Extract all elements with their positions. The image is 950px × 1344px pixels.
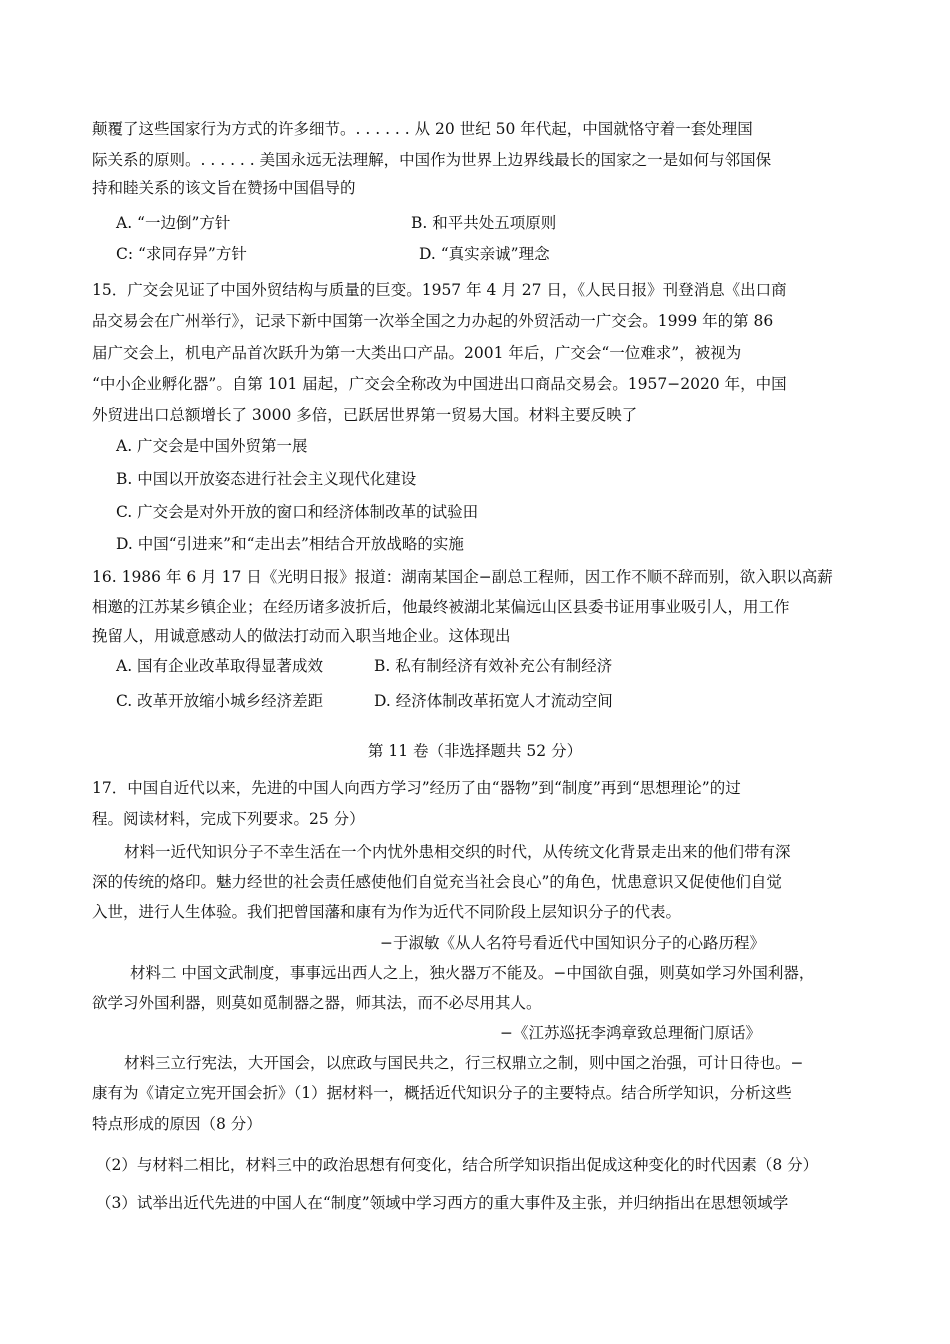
q14-option-d: D. “真实亲诚”理念 [419,245,550,263]
q16-option-b: B. 私有制经济有效补充公有制经济 [374,657,613,675]
q17-material-2-source: −《江苏巡抚李鸿章致总理衙门原话》 [500,1024,761,1042]
q16-option-a: A. 国有企业改革取得显著成效 [116,657,324,675]
q17-material-1-line-1: 材料一近代知识分子不幸生活在一个内忧外患相交织的时代，从传统文化背景走出来的他们带有深 [124,843,791,861]
q17-material-1-source: −于淑敏《从人名符号看近代中国知识分子的心路历程》 [380,934,765,952]
q14-line-3: 持和睦关系的该文旨在赞扬中国倡导的 [92,179,356,197]
q14-line-2: 际关系的原则。. . . . . . 美国永远无法理解，中国作为世界上边界线最长的国家之一是如何与邻国保 [92,151,772,169]
q14-option-a: A. “一边倒”方针 [116,214,231,232]
q17-material-2-line-1: 材料二 中国文武制度，事事远出西人之上，独火器万不能及。−中国欲自强，则莫如学习外国利器， [130,964,815,982]
q14-option-b: B. 和平共处五项原则 [411,214,557,232]
q16-line-1: 16. 1986 年 6 月 17 日《光明日报》报道：湖南某国企−副总工程师，因工作不顺不辞而别，欲入职以高薪 [92,568,833,586]
q15-option-c: C. 广交会是对外开放的窗口和经济体制改革的试验田 [116,503,479,521]
q16-option-c: C. 改革开放缩小城乡经济差距 [116,692,324,710]
q15-line-4: “中小企业孵化器”。自第 101 届起，广交会全称改为中国进出口商品交易会。1957−2020 年，中国 [92,375,787,393]
q15-option-d: D. 中国“引进来”和“走出去”相结合开放战略的实施 [116,535,464,553]
q15-option-a: A. 广交会是中国外贸第一展 [116,437,308,455]
q15-option-b: B. 中国以开放姿态进行社会主义现代化建设 [116,470,417,488]
q17-material-2-line-2: 欲学习外国利器，则莫如觅制器之器，师其法，而不必尽用其人。 [92,994,542,1012]
q14-line-1: 颠覆了这些国家行为方式的许多细节。. . . . . . 从 20 世纪 50 年代起，中国就恪守着一套处理国 [92,120,753,138]
q17-material-3-line-3: 特点形成的原因（8 分） [92,1115,262,1133]
q17-material-3-line-2: 康有为《请定立宪开国会折》（1）据材料一，概括近代知识分子的主要特点。结合所学知识，分析这些 [92,1084,792,1102]
q17-subquestion-3: （3）试举出近代先进的中国人在“制度”领域中学习西方的重大事件及主张，并归纳指出在思想领域学 [96,1194,789,1212]
q15-line-3: 届广交会上，机电产品首次跃升为第一大类出口产品。2001 年后，广交会“一位难求”，被视为 [92,344,742,362]
q15-line-2: 品交易会在广州举行》，记录下新中国第一次举全国之力办起的外贸活动一广交会。1999 年的第 86 [92,312,774,330]
q17-material-1-line-3: 入世，进行人生体验。我们把曾国藩和康有为作为近代不同阶段上层知识分子的代表。 [92,903,682,921]
q17-subquestion-2: （2）与材料二相比，材料三中的政治思想有何变化，结合所学知识指出促成这种变化的时代因素（8 分） [96,1156,819,1174]
q16-line-2: 相邀的江苏某乡镇企业；在经历诸多波折后，他最终被湖北某偏远山区县委书证用事业吸引人，用工作 [92,598,790,616]
q17-line-2: 程。阅读材料，完成下列要求。25 分） [92,810,365,828]
q15-line-5: 外贸进出口总额增长了 3000 多倍，已跃居世界第一贸易大国。材料主要反映了 [92,406,638,424]
q17-material-3-line-1: 材料三立行宪法，大开国会，以庶政与国民共之，行三权鼎立之制，则中国之治强，可计日待也。− [124,1054,804,1072]
q15-line-1: 15．广交会见证了中国外贸结构与质量的巨变。1957 年 4 月 27 日，《人民日报》刊登消息《出口商 [92,281,787,299]
q16-option-d: D. 经济体制改革拓宽人才流动空间 [374,692,613,710]
section-title: 第 11 卷（非选择题共 52 分） [367,742,583,760]
q17-material-1-line-2: 深的传统的烙印。魅力经世的社会责任感使他们自觉充当社会良心”的角色，忧患意识又促使他们自觉 [92,873,782,891]
q17-line-1: 17．中国自近代以来，先进的中国人向西方学习”经历了由“器物”到“制度”再到“思想理论”的过 [92,779,741,797]
q16-line-3: 挽留人，用诚意感动人的做法打动而入职当地企业。这体现出 [92,627,511,645]
q14-option-c: C: “求同存异”方针 [116,245,247,263]
